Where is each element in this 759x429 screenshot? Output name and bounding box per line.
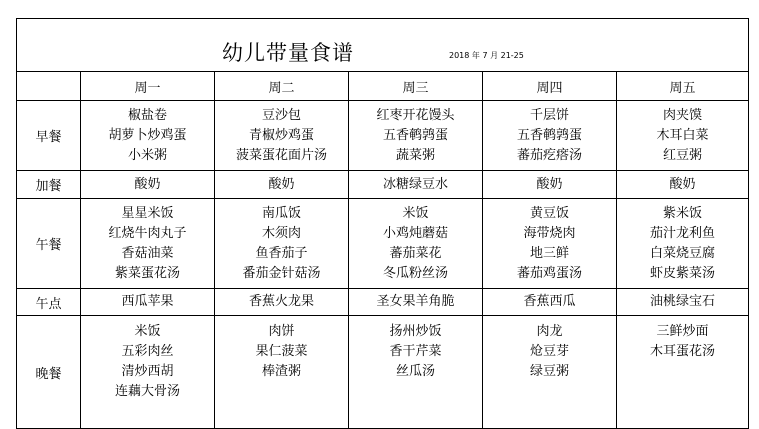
day-header: 周三 bbox=[349, 72, 483, 101]
menu-cell bbox=[617, 101, 749, 171]
menu-cell bbox=[215, 101, 349, 171]
meal-label: 晚餐 bbox=[17, 316, 81, 429]
dish: 酸奶 bbox=[669, 176, 696, 192]
dish: 豆沙包 bbox=[261, 107, 301, 123]
dish: 红枣开花馒头 bbox=[376, 107, 455, 123]
menu-cell bbox=[215, 199, 349, 289]
dish: 西瓜苹果 bbox=[121, 294, 174, 309]
dish: 米饭 bbox=[134, 324, 161, 339]
dish: 番茄金针菇汤 bbox=[242, 265, 321, 281]
dish: 星星米饭 bbox=[121, 205, 174, 221]
dish: 千层饼 bbox=[529, 107, 569, 123]
dish: 五香鹌鹑蛋 bbox=[382, 127, 448, 143]
meal-row-dinner bbox=[17, 316, 749, 429]
dish: 果仁菠菜 bbox=[255, 344, 308, 359]
dish: 绿豆粥 bbox=[529, 364, 569, 379]
dish: 扬州炒饭 bbox=[389, 324, 442, 339]
dish: 小米粥 bbox=[127, 147, 167, 163]
meal-label: 午点 bbox=[17, 289, 81, 316]
menu-cell bbox=[81, 289, 215, 316]
menu-table bbox=[16, 18, 749, 429]
menu-cell bbox=[349, 101, 483, 171]
dish: 米饭 bbox=[402, 205, 429, 221]
meal-label: 加餐 bbox=[17, 171, 81, 199]
dish: 炝豆芽 bbox=[529, 344, 569, 359]
dish: 油桃绿宝石 bbox=[650, 294, 716, 309]
dish: 肉饼 bbox=[268, 324, 295, 339]
dish: 红烧牛肉丸子 bbox=[108, 225, 187, 241]
dish: 棒渣粥 bbox=[261, 364, 301, 379]
menu-cell bbox=[215, 316, 349, 429]
day-header: 周一 bbox=[81, 72, 215, 101]
corner-cell bbox=[17, 72, 81, 101]
menu-cell bbox=[349, 289, 483, 316]
meal-label: 早餐 bbox=[17, 101, 81, 171]
menu-cell bbox=[81, 171, 215, 199]
day-header: 周五 bbox=[617, 72, 749, 101]
dish: 木耳蛋花汤 bbox=[650, 344, 716, 359]
dish: 肉龙 bbox=[536, 324, 563, 339]
dish: 冰糖绿豆水 bbox=[382, 176, 448, 192]
dish: 木须肉 bbox=[261, 225, 301, 241]
day-header-row bbox=[17, 72, 749, 101]
dish: 香菇油菜 bbox=[121, 245, 174, 261]
menu-cell bbox=[81, 316, 215, 429]
dish: 蕃茄鸡蛋汤 bbox=[516, 265, 582, 281]
meal-row-afternoon bbox=[17, 289, 749, 316]
dish: 圣女果羊角脆 bbox=[376, 294, 455, 309]
dish: 鱼香茄子 bbox=[255, 245, 308, 261]
menu-cell bbox=[349, 171, 483, 199]
dish: 小鸡炖蘑菇 bbox=[382, 225, 448, 241]
meal-row-snack bbox=[17, 171, 749, 199]
dish: 地三鲜 bbox=[529, 245, 569, 261]
dish: 五彩肉丝 bbox=[121, 344, 174, 359]
dish: 青椒炒鸡蛋 bbox=[248, 127, 314, 143]
dish: 椒盐卷 bbox=[127, 107, 167, 123]
menu-cell bbox=[81, 199, 215, 289]
dish: 海带烧肉 bbox=[523, 225, 576, 241]
day-header: 周二 bbox=[215, 72, 349, 101]
date-range: 2018 年 7 月 21-25 bbox=[449, 51, 524, 60]
title-row bbox=[17, 19, 749, 72]
dish: 香干芹菜 bbox=[389, 344, 442, 359]
dish: 红豆粥 bbox=[663, 147, 703, 163]
page-title: 幼儿带量食谱 bbox=[222, 41, 354, 65]
dish: 蕃茄菜花 bbox=[389, 245, 442, 261]
menu-cell bbox=[617, 316, 749, 429]
menu-cell bbox=[215, 171, 349, 199]
menu-cell bbox=[349, 316, 483, 429]
dish: 蕃茄疙瘩汤 bbox=[516, 147, 582, 163]
dish: 黄豆饭 bbox=[529, 205, 569, 221]
dish: 酸奶 bbox=[268, 176, 295, 192]
dish: 酸奶 bbox=[536, 176, 563, 192]
day-header: 周四 bbox=[483, 72, 617, 101]
dish: 丝瓜汤 bbox=[395, 364, 435, 379]
dish: 胡萝卜炒鸡蛋 bbox=[108, 127, 187, 143]
menu-cell bbox=[483, 199, 617, 289]
meal-row-breakfast bbox=[17, 101, 749, 171]
dish: 虾皮紫菜汤 bbox=[650, 265, 716, 281]
dish: 紫菜蛋花汤 bbox=[114, 265, 180, 281]
menu-cell bbox=[483, 316, 617, 429]
dish: 木耳白菜 bbox=[656, 127, 709, 143]
menu-cell bbox=[483, 101, 617, 171]
dish: 紫米饭 bbox=[663, 205, 703, 221]
menu-cell bbox=[81, 101, 215, 171]
dish: 五香鹌鹑蛋 bbox=[516, 127, 582, 143]
dish: 连藕大骨汤 bbox=[114, 384, 180, 399]
dish: 清炒西胡 bbox=[121, 364, 174, 379]
dish: 香蕉西瓜 bbox=[523, 294, 576, 309]
menu-cell bbox=[349, 199, 483, 289]
dish: 南瓜饭 bbox=[261, 205, 301, 221]
menu-cell bbox=[617, 199, 749, 289]
menu-cell bbox=[483, 171, 617, 199]
menu-cell bbox=[617, 289, 749, 316]
menu-cell bbox=[617, 171, 749, 199]
dish: 菠菜蛋花面片汤 bbox=[235, 147, 327, 163]
menu-cell bbox=[483, 289, 617, 316]
dish: 茄汁龙利鱼 bbox=[650, 225, 716, 241]
meal-label: 午餐 bbox=[17, 199, 81, 289]
dish: 酸奶 bbox=[134, 176, 161, 192]
menu-cell bbox=[215, 289, 349, 316]
meal-row-lunch bbox=[17, 199, 749, 289]
dish: 肉夹馍 bbox=[663, 107, 703, 123]
dish: 冬瓜粉丝汤 bbox=[382, 265, 448, 281]
dish: 三鲜炒面 bbox=[656, 324, 709, 339]
dish: 香蕉火龙果 bbox=[248, 294, 314, 309]
title-cell bbox=[17, 19, 749, 72]
dish: 白菜烧豆腐 bbox=[650, 245, 716, 261]
dish: 蔬菜粥 bbox=[395, 147, 435, 163]
